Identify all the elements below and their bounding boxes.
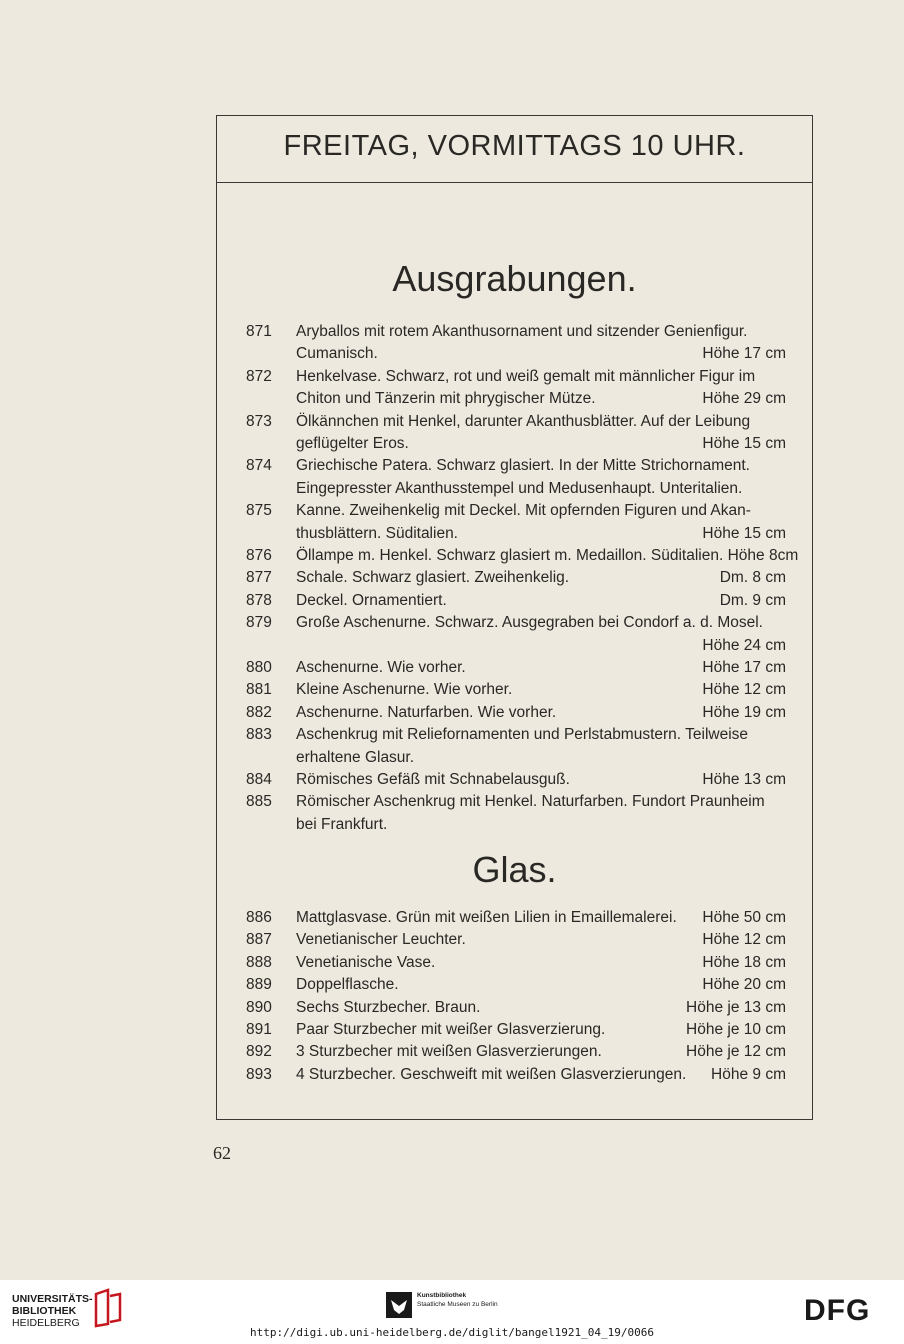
entry-text: Cumanisch. (296, 345, 378, 363)
entry-text: Schale. Schwarz glasiert. Zweihenkelig. (296, 569, 570, 587)
entry-text: Paar Sturzbecher mit weißer Glasverzierung. (296, 1021, 606, 1038)
entry-number: 891 (246, 1021, 272, 1038)
entry-measurement: Dm. 8 cm (719, 569, 786, 587)
entry-description (296, 657, 786, 679)
entry-measurement: Höhe 9 cm (711, 1065, 786, 1083)
entry-text: Chiton und Tänzerin mit phrygischer Mütze. (296, 390, 596, 408)
entry-description (296, 907, 786, 929)
entry-number: 886 (246, 909, 272, 926)
entry-number: 878 (246, 591, 272, 609)
entry-description (296, 929, 786, 951)
entry-description (296, 702, 786, 724)
kunstbibliothek-eagle-icon (386, 1292, 412, 1318)
ub-logo-line: UNIVERSITÄTS- (12, 1293, 93, 1305)
entry-measurement: Höhe 24 cm (702, 636, 786, 654)
entry-text: thusblättern. Süditalien. (296, 524, 458, 542)
entry-number: 889 (246, 976, 272, 994)
entry-measurement: Höhe je 13 cm (686, 998, 786, 1016)
section-heading-glas: Glas. (472, 849, 557, 890)
entry-description (296, 952, 786, 974)
entry-description (296, 523, 786, 545)
entry-measurement: Höhe 18 cm (702, 953, 786, 971)
entry-measurement: Höhe 20 cm (702, 976, 786, 994)
page-number: 62 (213, 1143, 231, 1163)
kb-logo-line: Kunstbibliothek (417, 1292, 467, 1299)
entry-description (296, 478, 786, 500)
entry-description (296, 321, 786, 343)
entry-description (296, 545, 799, 567)
entry-description (296, 791, 786, 813)
entry-number: 880 (246, 659, 272, 676)
entry-text: Aschenurne. Wie vorher. (296, 659, 466, 676)
entry-text: Henkelvase. Schwarz, rot und weiß gemalt mit männlicher Figur im (296, 367, 756, 385)
entry-measurement: Höhe je 10 cm (686, 1021, 786, 1038)
entry-text: Römisches Gefäß mit Schnabelausguß. (296, 771, 570, 788)
ub-heidelberg-mark-icon (92, 1288, 122, 1328)
entry-text: Venetianische Vase. (296, 953, 436, 971)
entry-number: 881 (246, 681, 272, 699)
entry-text: geflügelter Eros. (296, 435, 409, 452)
permalink-url[interactable]: http://digi.ub.uni-heidelberg.de/diglit/bangel1921_04_19/0066 (250, 1326, 654, 1339)
entry-description (296, 411, 786, 433)
entry-text: Venetianischer Leuchter. (296, 931, 466, 949)
entry-text: Große Aschenurne. Schwarz. Ausgegraben bei Condorf a. d. Mosel. (296, 614, 763, 632)
entry-number: 875 (246, 502, 272, 520)
entry-number: 883 (246, 726, 272, 744)
ub-heidelberg-logo[interactable] (12, 1293, 93, 1329)
entry-description (296, 814, 786, 836)
entry-number: 893 (246, 1065, 272, 1083)
entry-measurement: Höhe 50 cm (702, 909, 786, 926)
entry-description (296, 724, 786, 746)
entry-description (296, 433, 786, 455)
entry-measurement: Höhe 19 cm (702, 703, 786, 721)
entry-number: 879 (246, 614, 272, 632)
entry-text: Eingepresster Akanthusstempel und Medusenhaupt. Unteritalien. (296, 479, 743, 497)
entry-number: 885 (246, 793, 272, 811)
entry-text: erhaltene Glasur. (296, 748, 415, 766)
entry-measurement: Höhe 17 cm (702, 659, 786, 676)
kunstbibliothek-logo[interactable] (417, 1291, 498, 1309)
entry-number: 890 (246, 998, 272, 1016)
entry-description (296, 747, 786, 769)
entry-text: Aschenkrug mit Reliefornamenten und Perlstabmustern. Teilweise (296, 726, 749, 744)
entry-number: 871 (246, 323, 272, 340)
entry-description (296, 1041, 786, 1063)
entry-measurement: Höhe je 12 cm (686, 1043, 786, 1061)
entry-number: 873 (246, 412, 272, 430)
entry-text: Mattglasvase. Grün mit weißen Lilien in Emaillemalerei. (296, 909, 677, 926)
entry-text: Öllampe m. Henkel. Schwarz glasiert m. Medaillon. Süditalien. Höhe 8cm (296, 547, 799, 564)
entry-description (296, 455, 786, 477)
entry-text: Aryballos mit rotem Akanthusornament und sitzender Genienfigur. (296, 323, 748, 340)
entry-number: 892 (246, 1043, 272, 1061)
entry-description (296, 974, 786, 996)
entry-number: 874 (246, 457, 272, 475)
entry-measurement: Höhe 15 cm (702, 435, 786, 452)
entry-text: 3 Sturzbecher mit weißen Glasverzierungen. (296, 1043, 602, 1061)
entry-measurement: Höhe 15 cm (702, 524, 786, 542)
entry-measurement: Höhe 12 cm (702, 681, 786, 699)
entry-text: Kanne. Zweihenkelig mit Deckel. Mit opfernden Figuren und Akan- (296, 502, 751, 520)
entry-description (296, 1064, 786, 1086)
entry-measurement: Dm. 9 cm (719, 591, 786, 609)
entry-description (296, 635, 786, 657)
kb-logo-line: Staatliche Museen zu Berlin (417, 1301, 498, 1308)
ub-logo-line: BIBLIOTHEK (12, 1305, 77, 1317)
entry-text: Doppelflasche. (296, 976, 399, 994)
entry-text: Griechische Patera. Schwarz glasiert. In der Mitte Strichornament. (296, 457, 750, 475)
entry-description (296, 343, 786, 365)
ub-logo-line: HEIDELBERG (12, 1317, 80, 1329)
entry-description (296, 567, 786, 589)
entry-number: 888 (246, 953, 272, 971)
entry-text: Ölkännchen mit Henkel, darunter Akanthusblätter. Auf der Leibung (296, 412, 751, 430)
section-heading-ausgrabungen: Ausgrabungen. (392, 258, 637, 299)
entry-measurement: Höhe 13 cm (702, 771, 786, 788)
entry-text: bei Frankfurt. (296, 815, 388, 833)
dfg-logo[interactable]: DFG (804, 1294, 871, 1327)
entry-description (296, 590, 786, 612)
entry-number: 884 (246, 771, 272, 788)
entry-text: Kleine Aschenurne. Wie vorher. (296, 681, 513, 699)
entry-measurement: Höhe 12 cm (702, 931, 786, 949)
entry-description (296, 500, 786, 522)
entry-description (296, 366, 786, 388)
header-divider (216, 182, 813, 183)
entry-measurement: Höhe 17 cm (702, 345, 786, 363)
entry-description (296, 679, 786, 701)
entry-text: Römischer Aschenkrug mit Henkel. Naturfarben. Fundort Praunheim (296, 793, 765, 811)
entry-number: 882 (246, 703, 272, 721)
entry-number: 877 (246, 569, 272, 587)
entry-description (296, 769, 786, 791)
entry-text: Aschenurne. Naturfarben. Wie vorher. (296, 703, 557, 721)
entry-number: 887 (246, 931, 272, 949)
entry-description (296, 1019, 786, 1041)
entry-text: Deckel. Ornamentiert. (296, 591, 447, 609)
entry-description (296, 997, 786, 1019)
entry-description (296, 388, 786, 410)
entry-measurement: Höhe 29 cm (702, 390, 786, 408)
entry-text: Sechs Sturzbecher. Braun. (296, 998, 481, 1016)
entry-text: 4 Sturzbecher. Geschweift mit weißen Glasverzierungen. (296, 1065, 687, 1083)
session-title: FREITAG, VORMITTAGS 10 UHR. (283, 130, 746, 162)
entry-description (296, 612, 786, 634)
entry-number: 876 (246, 547, 272, 564)
entry-number: 872 (246, 367, 272, 385)
